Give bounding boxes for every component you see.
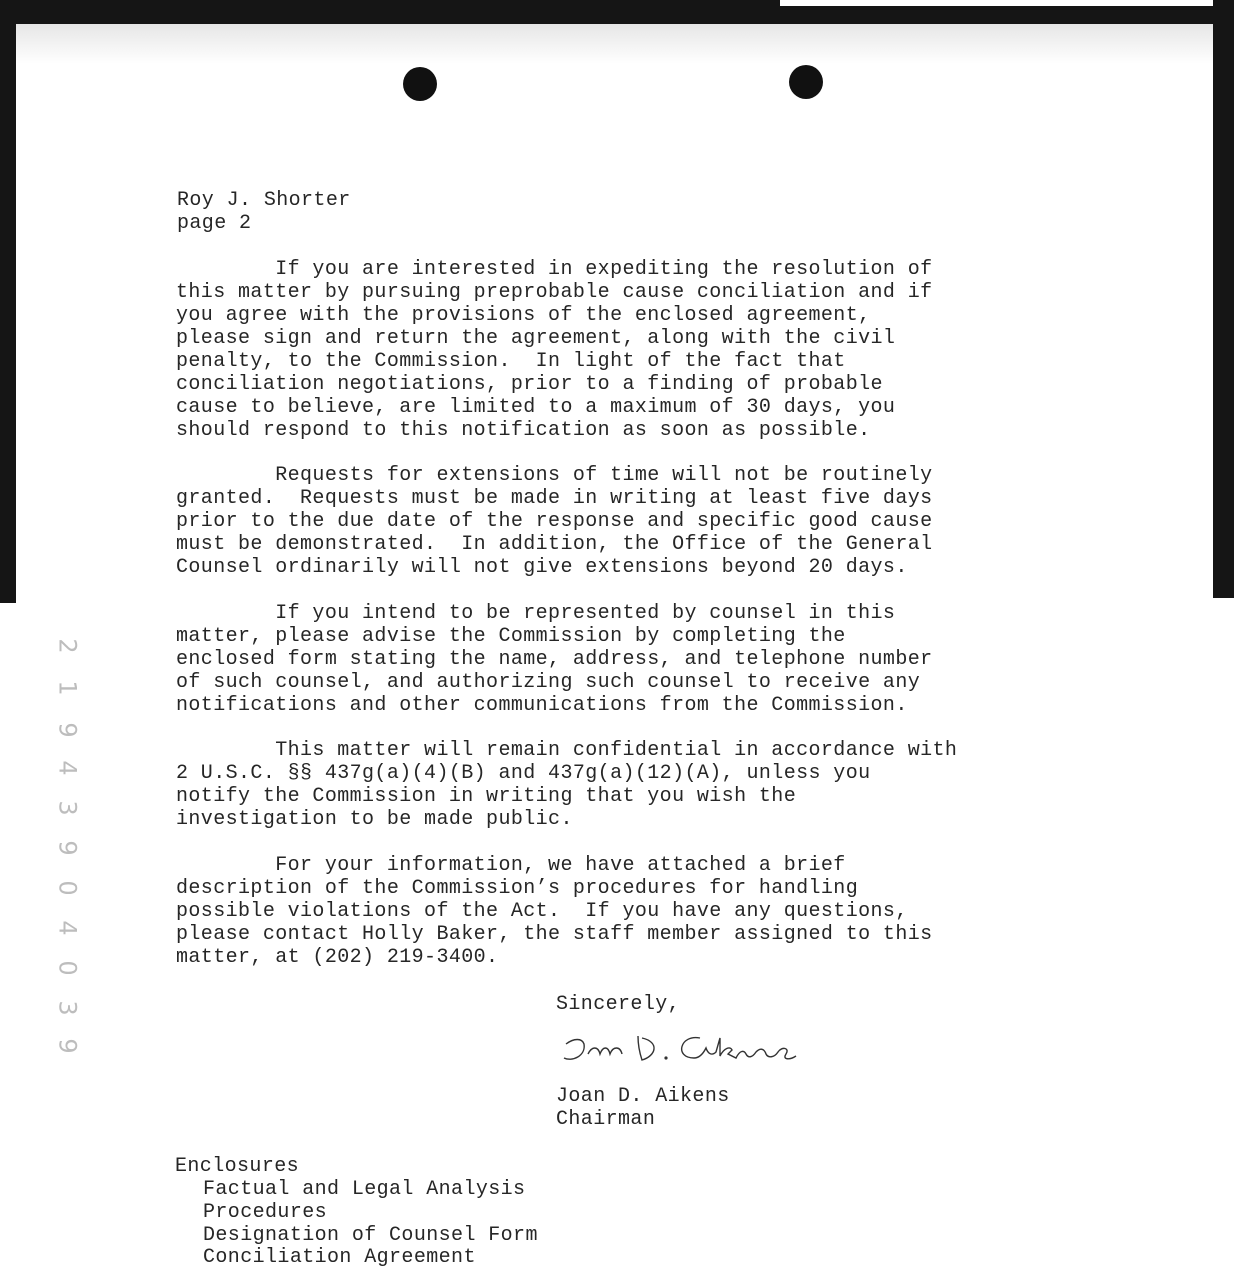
- paragraph-extensions: Requests for extensions of time will not be routinely granted. Requests must be made in writing at least five days prior to the due date of the response and specific good cause must be demonstrated. In addition, the Office of the General Counsel ordinarily will not give extensions beyond 20 days.: [176, 464, 933, 579]
- control-digit: 3: [53, 800, 82, 816]
- control-digit: 4: [53, 920, 82, 936]
- control-digit: 0: [53, 960, 82, 976]
- control-digit: 4: [53, 760, 82, 776]
- handwritten-signature: [560, 1024, 810, 1068]
- signer-name: Joan D. Aikens: [556, 1085, 730, 1108]
- enclosure-item: Procedures: [203, 1201, 328, 1224]
- control-digit: 9: [53, 840, 82, 856]
- paragraph-information: For your information, we have attached a brief description of the Commission’s procedures for handling possible violations of the Act. If you have any questions, please contact Holly Baker, the staff member assigned to this matter, at (202) 219-3400.: [176, 854, 933, 969]
- paragraph-counsel: If you intend to be represented by counsel in this matter, please advise the Commission by completing the enclosed form stating the name, address, and telephone number of such counsel, and authorizing such counsel to receive any notifications and other communications from the Commission.: [176, 602, 933, 717]
- page-number: page 2: [177, 212, 252, 235]
- margin-control-number: [50, 632, 90, 1062]
- scan-border-left: [0, 0, 16, 603]
- signer-title: Chairman: [556, 1108, 656, 1131]
- enclosure-item: Conciliation Agreement: [203, 1246, 476, 1269]
- enclosure-item: Factual and Legal Analysis: [203, 1178, 526, 1201]
- control-digit: 2: [53, 638, 82, 654]
- scan-border-notch: [780, 0, 1234, 6]
- control-digit: 0: [53, 880, 82, 896]
- control-digit: 1: [53, 680, 82, 696]
- closing-salutation: Sincerely,: [556, 993, 681, 1016]
- paper-shadow: [16, 24, 1213, 64]
- control-digit: 9: [53, 722, 82, 738]
- scan-border-right: [1213, 0, 1234, 598]
- paragraph-confidential: This matter will remain confidential in accordance with 2 U.S.C. §§ 437g(a)(4)(B) and 437g(a)(12)(A), unless you notify the Commission in writing that you wish the investigation to be made public.: [176, 739, 958, 831]
- punch-hole-right: [789, 65, 823, 99]
- punch-hole-left: [403, 67, 437, 101]
- enclosures-heading: Enclosures: [175, 1155, 300, 1178]
- control-digit: 9: [53, 1038, 82, 1054]
- paragraph-conciliation: If you are interested in expediting the resolution of this matter by pursuing preprobable cause conciliation and if you agree with the provisions of the enclosed agreement, please sign and return the agreement, along with the civil penalty, to the Commission. In light of the fact that conciliation negotiations, prior to a finding of probable cause to believe, are limited to a maximum of 30 days, you should respond to this notification as soon as possible.: [176, 258, 933, 442]
- control-digit: 3: [53, 1000, 82, 1016]
- recipient-name: Roy J. Shorter: [177, 189, 351, 212]
- enclosure-item: Designation of Counsel Form: [203, 1224, 538, 1247]
